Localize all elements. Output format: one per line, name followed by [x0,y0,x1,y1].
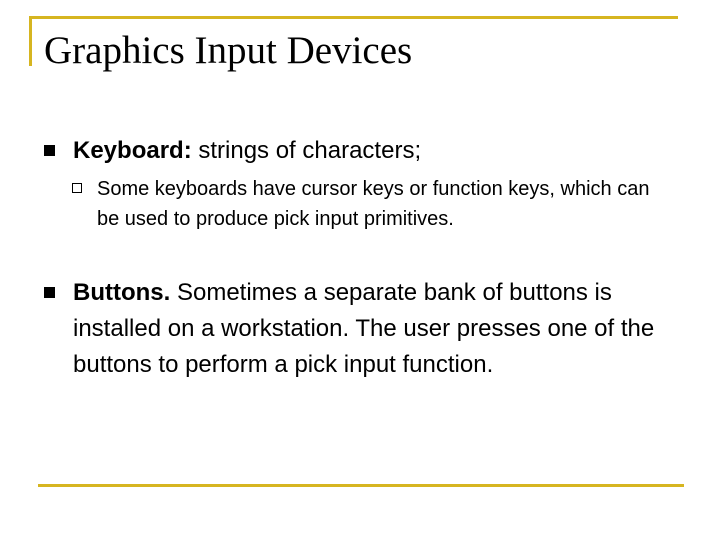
bullet-buttons-text: Sometimes a separate bank of buttons is installed on a workstation. The user presses one of the buttons to perform a pick input function. [73,279,655,378]
title-frame-top-line [29,16,678,19]
bullet-keyboard-text: strings of characters; [191,137,422,164]
slide-title: Graphics Input Devices [44,29,413,72]
hollow-square-bullet-icon [72,183,82,193]
title-frame-left-line [29,16,32,66]
bullet-keyboard-term: Keyboard: [73,137,192,164]
bullet-buttons [73,275,698,383]
sub-bullet-keyboard: Some keyboards have cursor keys or function keys, which can be used to produce pick input primitives. [97,178,650,230]
filled-square-bullet-icon [44,145,55,156]
filled-square-bullet-icon [44,287,55,298]
bullet-keyboard [73,133,693,169]
bullet-buttons-term: Buttons. [73,279,171,306]
footer-line [38,484,684,487]
